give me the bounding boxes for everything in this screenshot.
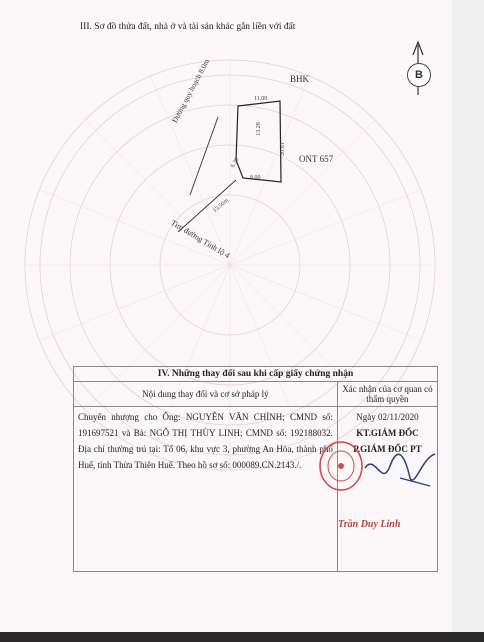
label-ont: ONT 657 bbox=[299, 154, 334, 164]
dim-road: 15.50m bbox=[212, 197, 230, 215]
dim-inner: 13.28 bbox=[255, 122, 262, 136]
section-3-title: III. Sơ đồ thửa đất, nhà ở và tài sản khác gắn liền với đất bbox=[80, 22, 296, 32]
confirm-kt: KT.GIÁM ĐỐC bbox=[356, 428, 419, 438]
page-margin bbox=[452, 0, 484, 642]
label-bhk: BHK bbox=[290, 74, 310, 84]
compass-north-icon: B bbox=[407, 63, 431, 87]
road-planned-label: Đường quy hoạch 8.0m bbox=[170, 57, 212, 125]
road-center-label: Tim đường Tỉnh lộ 4 bbox=[169, 218, 232, 261]
change-content: Chuyển nhượng cho Ông: NGUYỄN VĂN CHỈNH; CMND số: 191697521 và Bà: NGÔ THỊ THÙY LINH; CMND số: 192188032. Địa chỉ thường trú tại: Tổ 06, khu vực 3, phường An Hòa, thành phố Huế, tỉnh Thừa Thiên Huế. Theo hồ sơ số: 000089.CN.2143./. bbox=[74, 407, 338, 572]
signer-name: Trần Duy Linh bbox=[338, 519, 401, 530]
col-content-header: Nội dung thay đổi và cơ sở pháp lý bbox=[74, 382, 338, 407]
confirm-date: Ngày 02/11/2020 bbox=[356, 412, 419, 422]
confirm-deputy: P.GIÁM ĐỐC PT bbox=[353, 444, 422, 454]
section-4-title: IV. Những thay đổi sau khi cấp giấy chứng nhận bbox=[74, 367, 438, 382]
dim-corner: 6.30 bbox=[230, 156, 241, 170]
dim-right: 20.61 bbox=[279, 142, 286, 156]
signature-icon bbox=[360, 448, 440, 494]
official-seal-icon bbox=[318, 440, 364, 492]
bottom-border bbox=[0, 632, 484, 642]
dim-top: 11.00 bbox=[254, 96, 268, 102]
col-confirm-header: Xác nhận của cơ quan có thẩm quyền bbox=[337, 382, 437, 407]
dim-bottom: 8.00 bbox=[250, 175, 261, 181]
